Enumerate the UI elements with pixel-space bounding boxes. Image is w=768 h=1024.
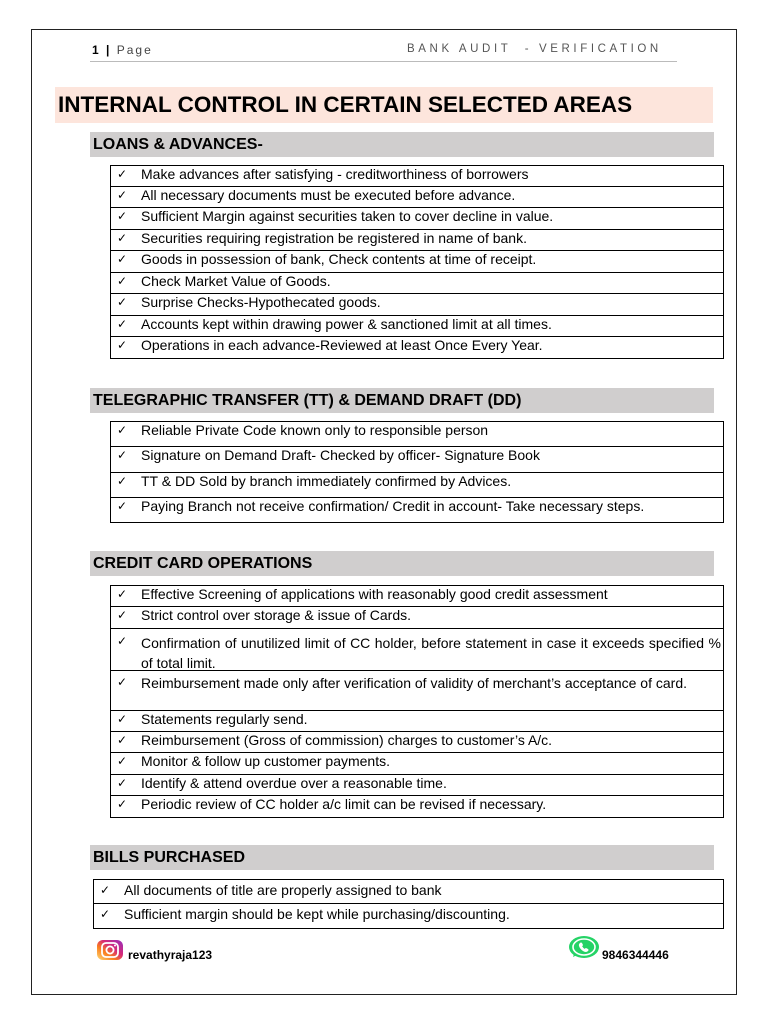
- checkmark-icon: ✓: [117, 587, 128, 601]
- list-bills: [93, 879, 724, 929]
- list-item: ✓ Identify & attend overdue over a reasonable time.: [110, 775, 724, 796]
- header-title: BANK AUDIT - VERIFICATION: [407, 43, 662, 55]
- checkmark-icon: ✓: [117, 188, 128, 202]
- section-heading-bills: BILLS PURCHASED: [90, 845, 714, 870]
- section-heading-tt-dd: TELEGRAPHIC TRANSFER (TT) & DEMAND DRAFT (DD): [90, 388, 714, 413]
- checkmark-icon: ✓: [117, 499, 128, 513]
- list-item: ✓ All necessary documents must be executed before advance.: [110, 187, 724, 208]
- checkmark-icon: ✓: [117, 295, 128, 309]
- list-item: ✓ Confirmation of unutilized limit of CC holder, before statement in case it exceeds specified % of total limit.: [110, 629, 724, 671]
- checkmark-icon: ✓: [117, 754, 128, 768]
- header-divider: [90, 61, 677, 62]
- checkmark-icon: ✓: [117, 231, 128, 245]
- checkmark-icon: ✓: [117, 634, 128, 648]
- list-item: ✓ Make advances after satisfying - creditworthiness of borrowers: [110, 165, 724, 187]
- instagram-icon: [96, 939, 124, 961]
- checkmark-icon: ✓: [117, 338, 128, 352]
- list-item: ✓ Strict control over storage & issue of Cards.: [110, 607, 724, 629]
- page-number: 1 | Page: [92, 43, 153, 57]
- list-item: ✓ Signature on Demand Draft- Checked by officer- Signature Book: [110, 447, 724, 473]
- list-item: ✓ Sufficient Margin against securities taken to cover decline in value.: [110, 208, 724, 230]
- list-item: ✓ Sufficient margin should be kept while purchasing/discounting.: [93, 904, 724, 929]
- checkmark-icon: ✓: [117, 167, 128, 181]
- list-item: ✓ Effective Screening of applications with reasonably good credit assessment: [110, 585, 724, 607]
- checkmark-icon: ✓: [117, 608, 128, 622]
- list-credit-card: [110, 585, 724, 818]
- checkmark-icon: ✓: [117, 448, 128, 462]
- section-heading-loans: LOANS & ADVANCES-: [90, 132, 714, 157]
- list-item: ✓ Surprise Checks-Hypothecated goods.: [110, 294, 724, 316]
- checkmark-icon: ✓: [117, 423, 128, 437]
- section-heading-credit-card: CREDIT CARD OPERATIONS: [90, 551, 714, 576]
- list-item: ✓ Securities requiring registration be registered in name of bank.: [110, 230, 724, 251]
- phone-number: 9846344446: [602, 948, 669, 962]
- whatsapp-icon: [566, 934, 602, 960]
- list-item: ✓ Reliable Private Code known only to responsible person: [110, 421, 724, 447]
- list-item: ✓ All documents of title are properly assigned to bank: [93, 879, 724, 904]
- checkmark-icon: ✓: [117, 712, 128, 726]
- list-item: ✓ Monitor & follow up customer payments.: [110, 753, 724, 775]
- checkmark-icon: ✓: [117, 797, 128, 811]
- list-item: ✓ Periodic review of CC holder a/c limit can be revised if necessary.: [110, 796, 724, 818]
- checkmark-icon: ✓: [117, 274, 128, 288]
- instagram-handle: revathyraja123: [128, 948, 213, 962]
- checkmark-icon: ✓: [100, 883, 111, 897]
- checkmark-icon: ✓: [117, 733, 128, 747]
- list-item: ✓ Accounts kept within drawing power & sanctioned limit at all times.: [110, 316, 724, 337]
- list-item: ✓ Reimbursement made only after verification of validity of merchant’s acceptance of card.: [110, 671, 724, 711]
- checkmark-icon: ✓: [117, 474, 128, 488]
- list-item: ✓ Check Market Value of Goods.: [110, 273, 724, 294]
- checkmark-icon: ✓: [117, 209, 128, 223]
- list-loans: [110, 165, 724, 359]
- checkmark-icon: ✓: [117, 675, 128, 689]
- list-item: ✓ TT & DD Sold by branch immediately confirmed by Advices.: [110, 473, 724, 498]
- list-item: ✓ Paying Branch not receive confirmation/ Credit in account- Take necessary steps.: [110, 498, 724, 523]
- checkmark-icon: ✓: [117, 776, 128, 790]
- list-item: ✓ Goods in possession of bank, Check contents at time of receipt.: [110, 251, 724, 273]
- checkmark-icon: ✓: [117, 317, 128, 331]
- list-item: ✓ Reimbursement (Gross of commission) charges to customer’s A/c.: [110, 732, 724, 753]
- page-title: INTERNAL CONTROL IN CERTAIN SELECTED AREAS: [55, 87, 713, 123]
- list-item: ✓ Operations in each advance-Reviewed at least Once Every Year.: [110, 337, 724, 359]
- checkmark-icon: ✓: [100, 907, 111, 921]
- list-item: ✓ Statements regularly send.: [110, 711, 724, 732]
- checkmark-icon: ✓: [117, 252, 128, 266]
- list-tt-dd: [110, 421, 724, 523]
